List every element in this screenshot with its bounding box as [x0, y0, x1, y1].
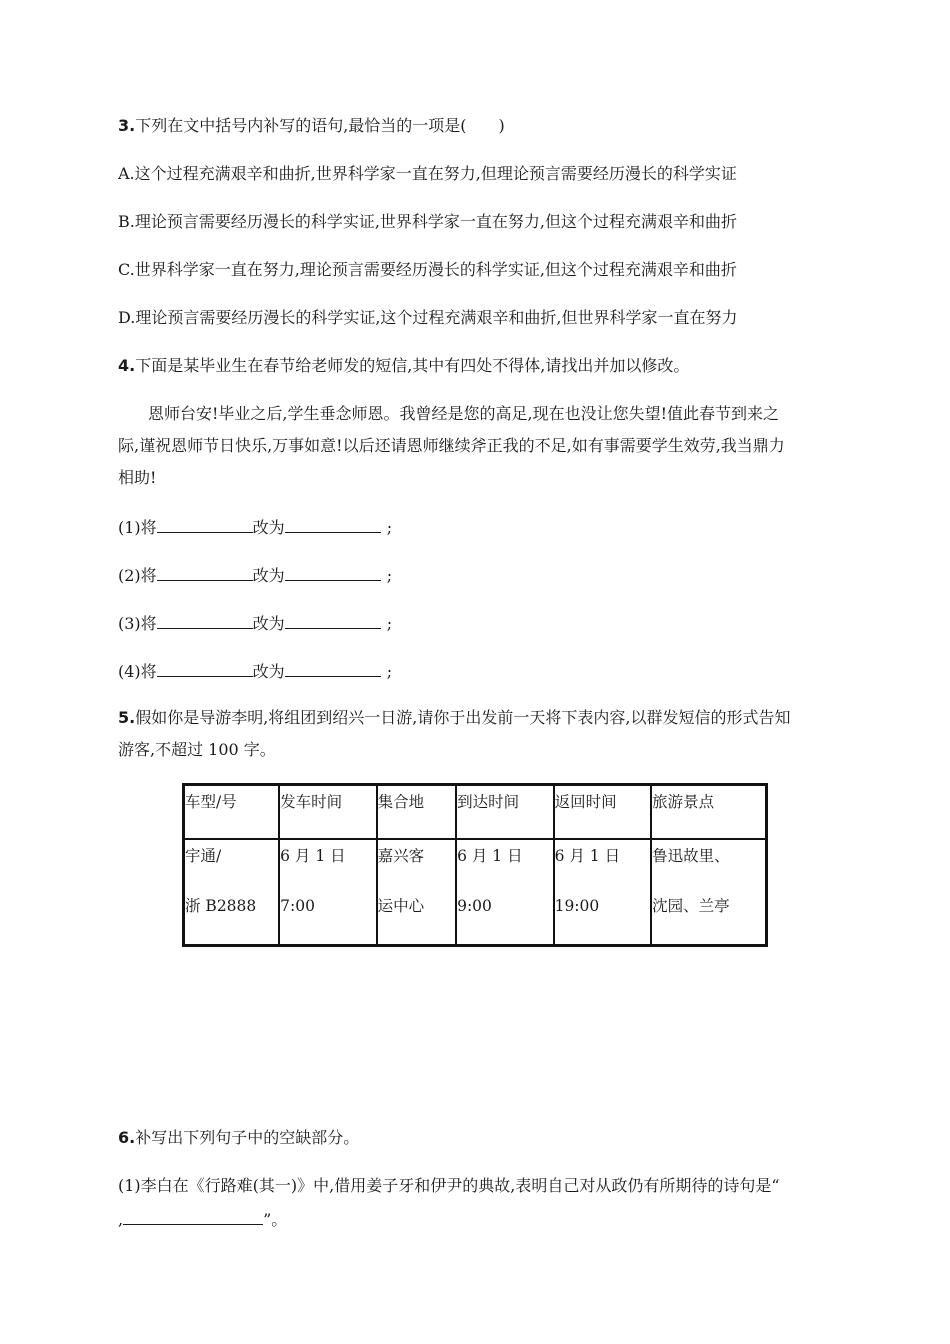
schedule-table [182, 783, 768, 947]
table-cell [377, 839, 456, 946]
q6-suffix: ”。 [263, 1210, 288, 1229]
q4-item-label: (1)将 [118, 518, 157, 537]
q6-item-1-line-2 [118, 1206, 287, 1232]
q6-item-1: (1)李白在《行路难(其一)》中,借用姜子牙和伊尹的典故,表明自己对从政仍有所期待的诗句是“ [118, 1176, 780, 1195]
answer-blank[interactable] [157, 562, 253, 581]
cell-line: 9:00 [457, 897, 492, 915]
q4-item-end: ; [386, 662, 393, 681]
table-cell [184, 839, 280, 946]
q4-item-mid: 改为 [252, 614, 285, 633]
q4-item-label: (2)将 [118, 566, 157, 585]
q3-option-a: A.这个过程充满艰辛和曲折,世界科学家一直在努力,但理论预言需要经历漫长的科学实证 [118, 164, 737, 183]
cell-line: 6 月 1 日 [554, 847, 621, 865]
cell-line: 19:00 [554, 897, 600, 915]
cell-line: 鲁迅故里、 [652, 847, 730, 865]
table-cell [456, 839, 553, 946]
table-row [184, 839, 767, 946]
table-cell [554, 839, 652, 946]
q4-item-end: ; [386, 614, 393, 633]
table-header: 发车时间 [279, 785, 376, 840]
q4-stem [118, 354, 689, 378]
cell-line: 6 月 1 日 [280, 847, 346, 865]
q3-option-b: B.理论预言需要经历漫长的科学实证,世界科学家一直在努力,但这个过程充满艰辛和曲折 [118, 212, 738, 231]
q6-number: 6. [118, 1128, 136, 1147]
q4-item-mid: 改为 [252, 662, 285, 681]
table-header-row [184, 785, 767, 840]
answer-blank[interactable] [157, 658, 253, 677]
q4-number: 4. [118, 356, 136, 375]
q4-item-2 [118, 562, 392, 588]
q6-stem-text: 补写出下列句子中的空缺部分。 [135, 1128, 360, 1147]
q4-item-4 [118, 658, 392, 684]
q3-number: 3. [118, 116, 136, 135]
cell-line: 运中心 [377, 897, 425, 915]
q4-stem-text: 下面是某毕业生在春节给老师发的短信,其中有四处不得体,请找出并加以修改。 [135, 356, 690, 375]
q4-item-1 [118, 514, 392, 540]
answer-blank[interactable] [157, 610, 253, 629]
q5-stem-line-2: 游客,不超过 100 字。 [118, 740, 276, 759]
table-header: 返回时间 [554, 785, 652, 840]
cell-line: 6 月 1 日 [457, 847, 523, 865]
table-cell [279, 839, 376, 946]
answer-blank[interactable] [285, 610, 381, 629]
q4-item-mid: 改为 [252, 518, 285, 537]
q3-option-c: C.世界科学家一直在努力,理论预言需要经历漫长的科学实证,但这个过程充满艰辛和曲折 [118, 260, 737, 279]
q4-item-end: ; [386, 566, 393, 585]
answer-blank[interactable] [285, 562, 381, 581]
answer-blank[interactable] [157, 514, 253, 533]
cell-line: 浙 B2888 [185, 897, 257, 915]
cell-line: 沈园、兰亭 [652, 897, 730, 915]
table-cell [651, 839, 766, 946]
q3-stem [118, 114, 505, 138]
q3-option-d: D.理论预言需要经历漫长的科学实证,这个过程充满艰辛和曲折,但世界科学家一直在努力 [118, 308, 738, 327]
q4-message-line-1: 恩师台安!毕业之后,学生垂念师恩。我曾经是您的高足,现在也没让您失望!值此春节到来之 [148, 404, 780, 423]
answer-blank[interactable] [285, 658, 381, 677]
q4-item-label: (4)将 [118, 662, 157, 681]
table-header: 到达时间 [456, 785, 553, 840]
q5-stem [118, 706, 790, 730]
cell-line: 7:00 [280, 897, 315, 915]
answer-blank[interactable] [285, 514, 381, 533]
table-header: 集合地 [377, 785, 456, 840]
q4-message-line-3: 相助! [118, 468, 157, 487]
q5-number: 5. [118, 708, 136, 727]
q4-item-label: (3)将 [118, 614, 157, 633]
q4-item-end: ; [386, 518, 393, 537]
answer-blank[interactable] [123, 1206, 263, 1225]
q4-item-3 [118, 610, 392, 636]
q4-message-line-2: 际,谨祝恩师节日快乐,万事如意!以后还请恩师继续斧正我的不足,如有事需要学生效劳,我当鼎力 [118, 436, 785, 455]
q6-stem [118, 1126, 359, 1150]
cell-line: 嘉兴客 [377, 847, 425, 865]
table-header: 车型/号 [184, 785, 280, 840]
cell-line: 宇通/ [185, 847, 222, 865]
q3-stem-text: 下列在文中括号内补写的语句,最恰当的一项是( ) [135, 116, 505, 135]
q4-item-mid: 改为 [252, 566, 285, 585]
q5-stem-text: 假如你是导游李明,将组团到绍兴一日游,请你于出发前一天将下表内容,以群发短信的形式告知 [135, 708, 791, 727]
q6-prefix: , [118, 1210, 124, 1229]
table-header: 旅游景点 [651, 785, 766, 840]
